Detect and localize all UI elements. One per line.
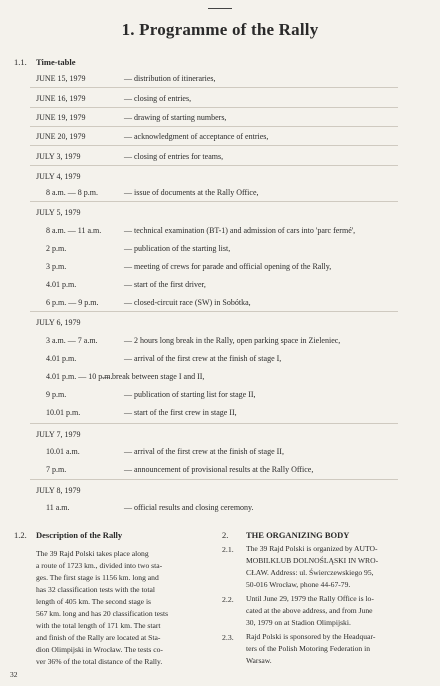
timetable-desc: — distribution of itineraries, — [124, 74, 216, 83]
time-range: 9 p.m. — [46, 390, 67, 399]
paragraph-line: 567 km. long and has 20 classification tests — [36, 609, 169, 618]
page-number: 32 — [10, 670, 18, 679]
time-range: 11 a.m. — [46, 503, 70, 512]
item-number: 2.3. — [222, 633, 234, 642]
section-heading: THE ORGANIZING BODY — [246, 530, 350, 540]
top-rule — [208, 8, 232, 9]
timetable-desc: — publication of starting list for stage II, — [124, 390, 256, 399]
timetable-row — [0, 132, 440, 143]
timetable-row — [0, 336, 440, 347]
day-date: JULY 8, 1979 — [36, 486, 81, 495]
date-heading-row — [0, 430, 440, 441]
time-range: 2 p.m. — [46, 244, 67, 253]
paragraph-line: 50-016 Wrocław, phone 44-67-79. — [246, 580, 351, 589]
section-heading: Time-table — [36, 57, 76, 67]
organizer-paragraph — [246, 543, 432, 591]
timetable-desc: — closing of entries for teams, — [124, 152, 224, 161]
item-number: 2.2. — [222, 595, 234, 604]
time-range: 4.01 p.m. — 10 p.m. — [46, 372, 113, 381]
row-divider — [30, 423, 398, 424]
time-range: 10.01 a.m. — [46, 447, 80, 456]
paragraph-line: 30, 1979 on at Stadion Olimpijski. — [246, 618, 351, 627]
time-range: 10.01 p.m. — [46, 408, 81, 417]
timetable-row — [0, 94, 440, 105]
timetable-desc: — closed-circuit race (SW) in Sobótka, — [124, 298, 251, 307]
timetable-row — [0, 408, 440, 419]
time-range: 3 p.m. — [46, 262, 67, 271]
day-date: JULY 7, 1979 — [36, 430, 81, 439]
timetable-row — [0, 372, 440, 383]
timetable-row — [0, 503, 440, 514]
section-number: 1.2. — [14, 530, 27, 540]
office-paragraph — [246, 593, 432, 629]
paragraph-line: The 39 Rajd Polski is organized by AUTO- — [246, 544, 378, 553]
time-range: 4.01 p.m. — [46, 280, 77, 289]
paragraph-line: The 39 Rajd Polski takes place along — [36, 549, 149, 558]
day-date: JULY 4, 1979 — [36, 172, 81, 181]
date-heading-row — [0, 208, 440, 219]
timetable-row — [0, 447, 440, 458]
timetable-date: JUNE 16, 1979 — [36, 94, 86, 103]
section-number: 1.1. — [14, 57, 27, 67]
paragraph-line: ters of the Polish Motoring Federation in — [246, 644, 371, 653]
time-range: 7 p.m. — [46, 465, 67, 474]
paragraph-line: a route of 1723 km., divided into two sta- — [36, 561, 163, 570]
timetable-desc: — start of the first crew in stage II, — [124, 408, 237, 417]
time-range: 8 a.m. — 8 p.m. — [46, 188, 98, 197]
timetable-row — [0, 280, 440, 291]
timetable-row — [0, 113, 440, 124]
row-divider — [30, 87, 398, 88]
timetable-desc: — technical examination (BT-1) and admission of cars into 'parc fermé', — [124, 226, 356, 235]
timetable-row — [0, 226, 440, 237]
paragraph-line: and finish of the Rally are located at Sta- — [36, 633, 161, 642]
timetable-date: JUNE 20, 1979 — [36, 132, 86, 141]
timetable-desc: — drawing of starting numbers, — [124, 113, 227, 122]
timetable-desc: — arrival of the first crew at the finish of stage II, — [124, 447, 284, 456]
row-divider — [30, 479, 398, 480]
date-heading-row — [0, 172, 440, 183]
timetable-row — [0, 465, 440, 476]
row-divider — [30, 107, 398, 108]
row-divider — [30, 201, 398, 202]
paragraph-line: dion Olimpijski in Wrocław. The tests co- — [36, 645, 163, 654]
timetable-desc: — 2 hours long break in the Rally, open parking space in Zieleniec, — [124, 336, 341, 345]
time-range: 3 a.m. — 7 a.m. — [46, 336, 98, 345]
timetable-date: JUNE 15, 1979 — [36, 74, 86, 83]
timetable-date: JUNE 19, 1979 — [36, 113, 86, 122]
paragraph-line: MOBILKLUB DOLNOŚLĄSKI IN WRO- — [246, 556, 379, 565]
timetable-desc: — official results and closing ceremony. — [124, 503, 254, 512]
timetable-row — [0, 152, 440, 163]
section-number: 2. — [222, 530, 229, 540]
timetable-row — [0, 354, 440, 365]
row-divider — [30, 165, 398, 166]
sponsor-paragraph — [246, 631, 432, 667]
timetable-date: JULY 3, 1979 — [36, 152, 81, 161]
timetable-desc: — break between stage I and II, — [102, 372, 205, 381]
time-range: 4.01 p.m. — [46, 354, 77, 363]
section-heading: Description of the Rally — [36, 530, 123, 540]
time-range: 6 p.m. — 9 p.m. — [46, 298, 99, 307]
paragraph-line: CŁAW. Address: ul. Świerczewskiego 95, — [246, 568, 374, 577]
timetable-row — [0, 298, 440, 309]
time-range: 8 a.m. — 11 a.m. — [46, 226, 102, 235]
paragraph-line: has 32 classification tests with the total — [36, 585, 155, 594]
row-divider — [30, 145, 398, 146]
timetable-desc: — acknowledgment of acceptance of entries, — [124, 132, 269, 141]
paragraph-line: Until June 29, 1979 the Rally Office is lo- — [246, 594, 374, 603]
page-title: 1. Programme of the Rally — [121, 20, 319, 39]
timetable-row — [0, 262, 440, 273]
paragraph-line: Warsaw. — [246, 656, 272, 665]
timetable-desc: — issue of documents at the Rally Office, — [124, 188, 259, 197]
timetable-desc: — meeting of crews for parade and official opening of the Rally, — [124, 262, 332, 271]
timetable-row — [0, 74, 440, 85]
day-date: JULY 5, 1979 — [36, 208, 81, 217]
timetable-desc: — start of the first driver, — [124, 280, 206, 289]
timetable-desc: — closing of entries, — [124, 94, 192, 103]
paragraph-line: length of 405 km. The second stage is — [36, 597, 152, 606]
row-divider — [30, 126, 398, 127]
timetable-desc: — announcement of provisional results at the Rally Office, — [124, 465, 314, 474]
timetable-desc: — arrival of the first crew at the finish of stage I, — [124, 354, 282, 363]
item-number: 2.1. — [222, 545, 234, 554]
paragraph-line: ges. The first stage is 1156 km. long and — [36, 573, 159, 582]
timetable-row — [0, 390, 440, 401]
description-paragraph — [36, 548, 214, 668]
date-heading-row — [0, 318, 440, 329]
paragraph-line: cated at the above address, and from June — [246, 606, 373, 615]
timetable-row — [0, 188, 440, 199]
timetable-row — [0, 244, 440, 255]
paragraph-line: with the total length of 171 km. The start — [36, 621, 161, 630]
date-heading-row — [0, 486, 440, 497]
row-divider — [30, 311, 398, 312]
paragraph-line: Rajd Polski is sponsored by the Headquar- — [246, 632, 376, 641]
paragraph-line: ver 36% of the total distance of the Rally. — [36, 657, 163, 666]
day-date: JULY 6, 1979 — [36, 318, 81, 327]
timetable-desc: — publication of the starting list, — [124, 244, 231, 253]
